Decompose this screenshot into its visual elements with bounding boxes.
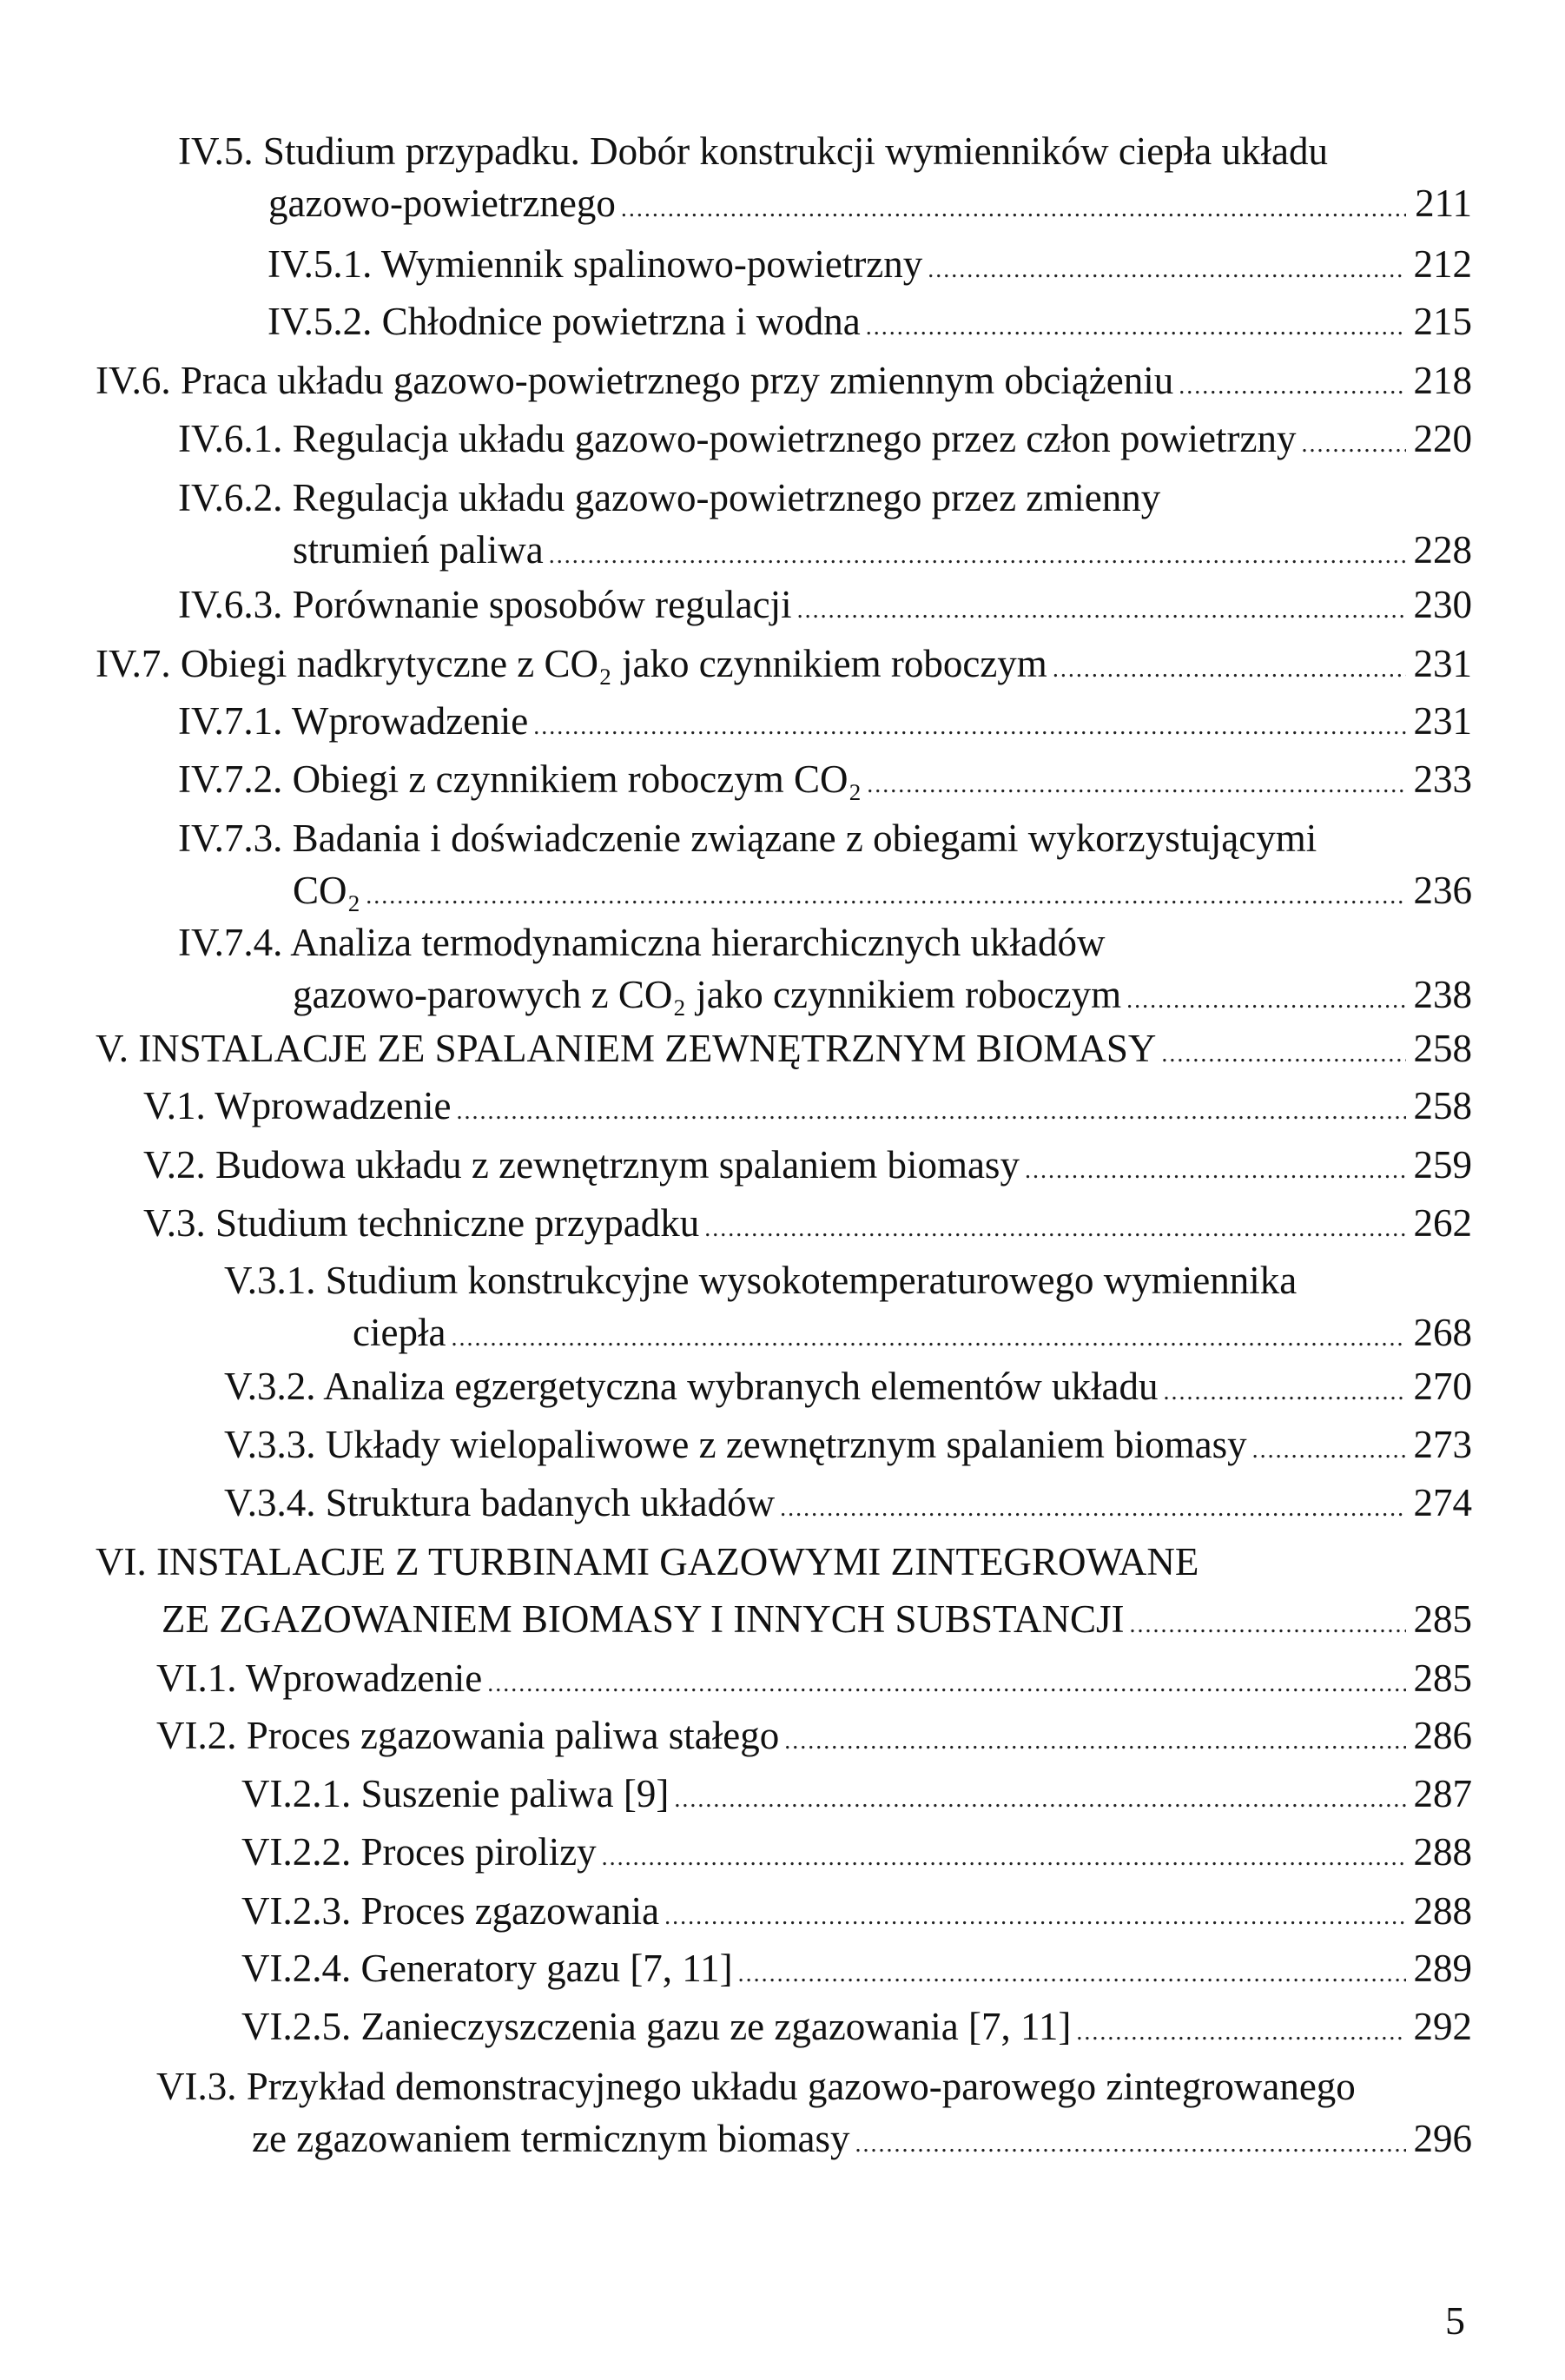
toc-entry-label: VI.2. Proces zgazowania paliwa stałego: [156, 1714, 780, 1757]
leader-dots: [797, 585, 1406, 637]
toc-entry-v34: [224, 1477, 1472, 1535]
toc-entry-label: IV.6.1. Regulacja układu gazowo-powietrznego przez człon powietrzny: [178, 417, 1297, 460]
toc-entry-continuation: gazowo-parowych z CO₂ jako czynnikiem roboczym: [293, 973, 1122, 1016]
toc-entry-iv72: [178, 753, 1472, 811]
toc-page-number: 215: [1413, 300, 1472, 343]
leader-dots: [457, 1086, 1407, 1138]
leader-dots: [867, 759, 1406, 811]
leader-dots: [602, 1832, 1406, 1884]
toc-entry-v32: [224, 1360, 1472, 1418]
toc-page-number: 287: [1413, 1772, 1472, 1815]
toc-entry-iv7: [96, 638, 1472, 696]
toc-entry-vi24: [241, 1942, 1472, 2000]
toc-entry-label: V.3. Studium techniczne przypadku: [143, 1201, 700, 1245]
toc-page-number: 218: [1413, 359, 1472, 402]
toc-entry-vi: [96, 1536, 1472, 1651]
toc-entry-v: [96, 1022, 1472, 1081]
toc-entry-label: VI.2.2. Proces pirolizy: [241, 1830, 597, 1874]
toc-entry-vi23: [241, 1885, 1472, 1943]
toc-entry-label: VI. INSTALACJE Z TURBINAMI GAZOWYMI ZINTEGROWANE: [96, 1540, 1199, 1583]
toc-entry-iv74: [178, 916, 1472, 1027]
toc-page-number: 212: [1413, 242, 1472, 286]
toc-entry-v1: [143, 1080, 1472, 1138]
leader-dots: [451, 1312, 1406, 1365]
leader-dots: [704, 1203, 1406, 1255]
toc-entry-label: IV.6. Praca układu gazowo-powietrznego przy zmiennym obciążeniu: [96, 359, 1174, 402]
toc-entry-vi22: [241, 1826, 1472, 1884]
toc-entry-v31: [224, 1254, 1472, 1365]
toc-entry-continuation: strumień paliwa: [293, 528, 544, 572]
leader-dots: [674, 1774, 1406, 1826]
toc-entry-iv52: [267, 295, 1472, 354]
toc-entry-label: IV.5.2. Chłodnice powietrzna i wodna: [267, 300, 861, 343]
leader-dots: [1025, 1145, 1406, 1197]
toc-entry-label: V.2. Budowa układu z zewnętrznym spalaniem biomasy: [143, 1143, 1020, 1187]
toc-page-number: 230: [1413, 583, 1472, 626]
toc-page-number: 233: [1413, 757, 1472, 801]
toc-entry-label: V.1. Wprowadzenie: [143, 1084, 452, 1127]
toc-entry-label: VI.2.1. Suszenie paliwa [9]: [241, 1772, 670, 1815]
toc-page-number: 231: [1413, 642, 1472, 685]
toc-entry-v2: [143, 1139, 1472, 1197]
toc-entry-label: V.3.4. Struktura badanych układów: [224, 1481, 776, 1524]
toc-page-number: 268: [1413, 1311, 1472, 1354]
toc-entry-iv6: [96, 354, 1472, 413]
toc-entry-label: VI.1. Wprowadzenie: [156, 1656, 483, 1700]
page-number: 5: [1445, 2298, 1465, 2343]
toc-entry-vi21: [241, 1768, 1472, 1826]
leader-dots: [533, 701, 1406, 753]
toc-page-number: 220: [1413, 417, 1472, 460]
toc-entry-label: IV.7. Obiegi nadkrytyczne z CO₂ jako czynnikiem roboczym: [96, 642, 1047, 685]
toc-entry-iv5: [178, 125, 1472, 235]
leader-dots: [1129, 1599, 1406, 1651]
toc-entry-iv71: [178, 695, 1472, 753]
leader-dots: [855, 2119, 1406, 2171]
leader-dots: [1076, 2006, 1406, 2059]
toc-entry-v33: [224, 1418, 1472, 1477]
leader-dots: [738, 1948, 1406, 2000]
toc-entry-label: VI.2.3. Proces zgazowania: [241, 1889, 660, 1933]
leader-dots: [549, 530, 1406, 582]
toc-entry-label: IV.6.2. Regulacja układu gazowo-powietrznego przez zmienny: [178, 476, 1161, 519]
toc-entry-label: IV.5. Studium przypadku. Dobór konstrukcji wymienników ciepła układu: [178, 129, 1328, 173]
toc-page-number: 238: [1413, 973, 1472, 1016]
toc-entry-continuation: ciepła: [353, 1311, 446, 1354]
toc-entry-vi3: [156, 2060, 1472, 2171]
toc-entry-continuation: ZE ZGAZOWANIEM BIOMASY I INNYCH SUBSTANCJI: [162, 1597, 1125, 1641]
toc-page-number: 292: [1413, 2005, 1472, 2048]
toc-page-number: 270: [1413, 1365, 1472, 1408]
toc-entry-iv73: [178, 812, 1472, 922]
toc-entry-continuation: gazowo-powietrznego: [268, 182, 616, 225]
toc-page-number: 288: [1413, 1889, 1472, 1933]
leader-dots: [1163, 1366, 1406, 1418]
toc-entry-label: IV.7.1. Wprowadzenie: [178, 699, 529, 743]
toc-page-number: 228: [1413, 528, 1472, 572]
toc-page-number: 296: [1413, 2117, 1472, 2160]
toc-entry-label: IV.5.1. Wymiennik spalinowo-powietrzny: [267, 242, 923, 286]
leader-dots: [928, 244, 1406, 296]
toc-entry-iv51: [267, 238, 1472, 296]
leader-dots: [784, 1716, 1406, 1768]
toc-page-number: 274: [1413, 1481, 1472, 1524]
toc-entry-label: IV.6.3. Porównanie sposobów regulacji: [178, 583, 792, 626]
toc-entry-label: VI.2.4. Generatory gazu [7, 11]: [241, 1947, 733, 1990]
leader-dots: [664, 1891, 1406, 1943]
leader-dots: [866, 301, 1406, 354]
toc-entry-label: VI.3. Przykład demonstracyjnego układu gazowo-parowego zintegrowanego: [156, 2065, 1356, 2108]
toc-page-number: 236: [1413, 869, 1472, 912]
toc-page-number: 285: [1413, 1597, 1472, 1641]
toc-entry-iv63: [178, 578, 1472, 637]
toc-entry-v3: [143, 1197, 1472, 1255]
toc-entry-label: VI.2.5. Zanieczyszczenia gazu ze zgazowania [7, 11]: [241, 2005, 1072, 2048]
toc-entry-label: V.3.3. Układy wielopaliwowe z zewnętrznym spalaniem biomasy: [224, 1423, 1247, 1466]
leader-dots: [1161, 1028, 1406, 1081]
leader-dots: [366, 870, 1406, 922]
leader-dots: [1126, 975, 1406, 1027]
toc-page-number: 258: [1413, 1084, 1472, 1127]
toc-entry-vi2: [156, 1709, 1472, 1768]
toc-entry-continuation: ze zgazowaniem termicznym biomasy: [252, 2117, 850, 2160]
leader-dots: [1252, 1425, 1406, 1477]
toc-entry-label: V. INSTALACJE ZE SPALANIEM ZEWNĘTRZNYM BIOMASY: [96, 1027, 1157, 1070]
toc-entry-iv62: [178, 472, 1472, 582]
toc-page-number: 211: [1415, 182, 1472, 225]
toc-entry-label: IV.7.4. Analiza termodynamiczna hierarchicznych układów: [178, 921, 1106, 964]
toc-entry-vi25: [241, 2000, 1472, 2059]
toc-entry-label: V.3.2. Analiza egzergetyczna wybranych elementów układu: [224, 1365, 1159, 1408]
toc-page-number: 285: [1413, 1656, 1472, 1700]
toc-page-number: 262: [1413, 1201, 1472, 1245]
toc-page-number: 259: [1413, 1143, 1472, 1187]
leader-dots: [1301, 419, 1406, 471]
toc-page-number: 288: [1413, 1830, 1472, 1874]
leader-dots: [487, 1658, 1406, 1710]
toc-entry-label: IV.7.2. Obiegi z czynnikiem roboczym CO₂: [178, 757, 862, 801]
toc-entry-iv61: [178, 413, 1472, 471]
toc-entry-label: IV.7.3. Badania i doświadczenie związane z obiegami wykorzystującymi: [178, 816, 1317, 860]
toc-entry-continuation: CO₂: [293, 869, 361, 912]
toc-page-number: 258: [1413, 1027, 1472, 1070]
leader-dots: [621, 183, 1406, 235]
toc-page-number: 286: [1413, 1714, 1472, 1757]
toc-entry-vi1: [156, 1652, 1472, 1710]
leader-dots: [1179, 360, 1406, 413]
toc-page-number: 273: [1413, 1423, 1472, 1466]
toc-page-number: 289: [1413, 1947, 1472, 1990]
leader-dots: [780, 1483, 1406, 1535]
toc-entry-label: V.3.1. Studium konstrukcyjne wysokotemperaturowego wymiennika: [224, 1259, 1298, 1302]
leader-dots: [1053, 644, 1406, 696]
toc-page-number: 231: [1413, 699, 1472, 743]
